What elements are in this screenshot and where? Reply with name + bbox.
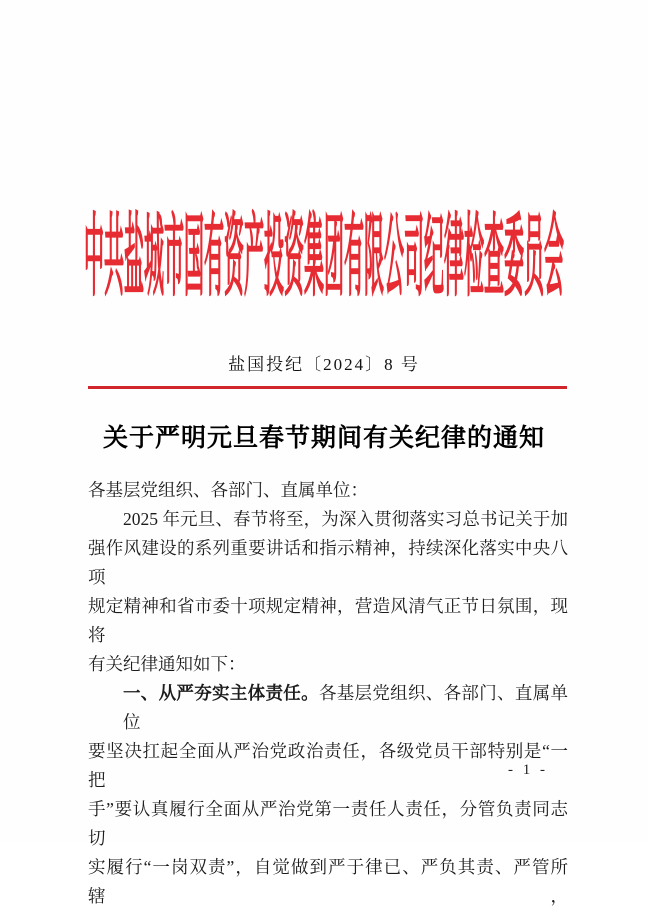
- body-line: 规定精神和省市委十项规定精神，营造风清气正节日氛围，现将: [88, 596, 568, 645]
- body-line: 强作风建设的系列重要讲话和指示精神，持续深化落实中央八项: [88, 538, 568, 587]
- body-line: 手”要认真履行全面从严治党第一责任人责任，分管负责同志切: [88, 799, 568, 848]
- body-line: 各基层党组织、各部门、直属单位：: [88, 480, 368, 500]
- body-line: 实履行“一岗双责”，自觉做到严于律已、严负其责、严管所辖，: [88, 857, 568, 906]
- document-body: [88, 476, 568, 911]
- issuer-title: 中共盐城市国有资产投资集团有限公司纪律检查委员会: [84, 209, 564, 309]
- red-separator-rule: [88, 386, 567, 389]
- document-title: 关于严明元旦春节期间有关纪律的通知: [102, 425, 545, 452]
- page-number: - 1 -: [508, 762, 548, 778]
- body-line: 要坚决扛起全面从严治党政治责任，各级党员干部特别是“一把: [88, 741, 568, 790]
- body-line: 有关纪律通知如下：: [88, 654, 246, 674]
- body-line: 一、从严夯实主体责任。各基层党组织、各部门、直属单位: [123, 683, 568, 732]
- document-number: 盐国投纪〔2024〕8 号: [228, 355, 420, 374]
- body-line: 2025 年元旦、春节将至，为深入贯彻落实习总书记关于加: [123, 509, 568, 529]
- body-line-emphasis: 一、从严夯实主体责任。: [123, 683, 319, 703]
- letterhead: [0, 200, 648, 309]
